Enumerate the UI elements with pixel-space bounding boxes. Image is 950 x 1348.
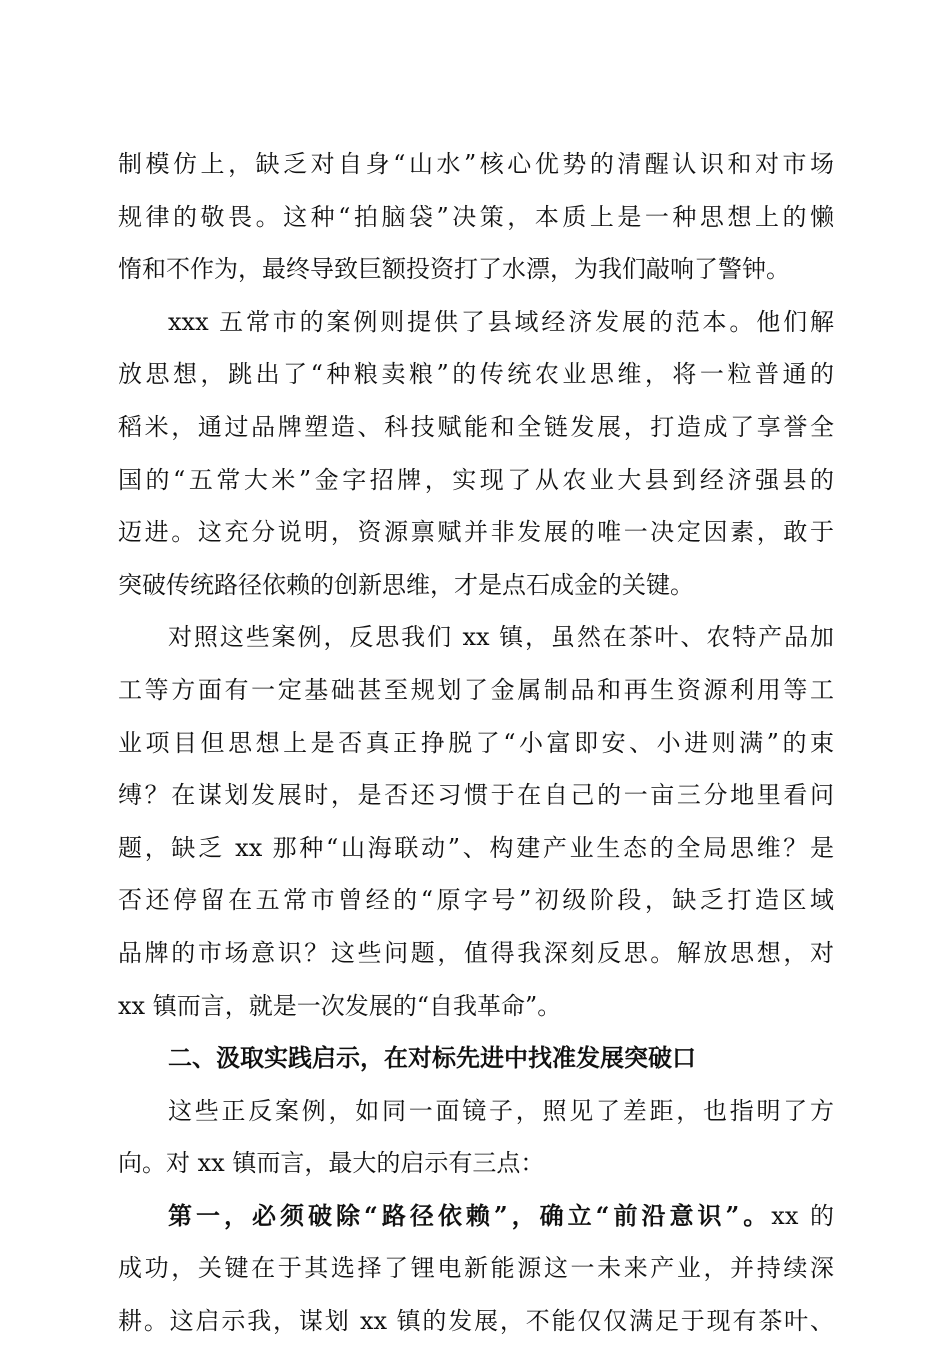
paragraph-2-line-2: 放思想，跳出了“种粮卖粮”的传统农业思维，将一粒普通的 — [118, 360, 834, 389]
paragraph-3-line-7: 品牌的市场意识？这些问题，值得我深刻反思。解放思想，对 — [118, 938, 834, 967]
paragraph-2-line-1: xxx 五常市的案例则提供了县域经济发展的范本。他们解 — [168, 307, 834, 336]
paragraph-5-line-2: 成功，关键在于其选择了锂电新能源这一未来产业，并持续深 — [118, 1254, 834, 1283]
paragraph-5-line-1-rest: xx 的 — [771, 1201, 834, 1230]
paragraph-2-line-6: 突破传统路径依赖的创新思维，才是点石成金的关键。 — [118, 570, 694, 599]
paragraph-3-line-8: xx 镇而言，就是一次发展的“自我革命”。 — [118, 991, 562, 1020]
paragraph-4-line-2: 向。对 xx 镇而言，最大的启示有三点： — [118, 1149, 545, 1178]
paragraph-1-line-3: 惰和不作为，最终导致巨额投资打了水漂，为我们敲响了警钟。 — [118, 255, 790, 284]
paragraph-3-line-3: 业项目但思想上是否真正挣脱了“小富即安、小进则满”的束 — [118, 728, 834, 757]
paragraph-1-line-2: 规律的敬畏。这种“拍脑袋”决策，本质上是一种思想上的懒 — [118, 202, 834, 231]
paragraph-2-line-3: 稻米，通过品牌塑造、科技赋能和全链发展，打造成了享誉全 — [118, 412, 834, 441]
paragraph-3-line-1: 对照这些案例，反思我们 xx 镇，虽然在茶叶、农特产品加 — [168, 623, 834, 652]
paragraph-5-line-3: 耕。这启示我，谋划 xx 镇的发展，不能仅仅满足于现有茶叶、 — [118, 1307, 834, 1336]
paragraph-1-line-1: 制模仿上，缺乏对自身“山水”核心优势的清醒认识和对市场 — [118, 150, 834, 178]
paragraph-3-line-2: 工等方面有一定基础甚至规划了金属制品和再生资源利用等工 — [118, 675, 834, 704]
section-heading: 二、汲取实践启示，在对标先进中找准发展突破口 — [168, 1044, 696, 1073]
paragraph-4-line-1: 这些正反案例，如同一面镜子，照见了差距，也指明了方 — [168, 1096, 834, 1125]
paragraph-2-line-5: 迈进。这充分说明，资源禀赋并非发展的唯一决定因素，敢于 — [118, 518, 834, 547]
paragraph-3-line-6: 否还停留在五常市曾经的“原字号”初级阶段，缺乏打造区域 — [118, 886, 834, 915]
paragraph-5-line-1 — [118, 1190, 834, 1243]
paragraph-5-lead: 第一，必须破除“路径依赖”，确立“前沿意识”。 — [168, 1200, 772, 1230]
paragraph-3-line-5: 题，缺乏 xx 那种“山海联动”、构建产业生态的全局思维？是 — [118, 833, 834, 862]
paragraph-3-line-4: 缚？在谋划发展时，是否还习惯于在自己的一亩三分地里看问 — [118, 781, 834, 810]
paragraph-2-line-4: 国的“五常大米”金字招牌，实现了从农业大县到经济强县的 — [118, 465, 834, 494]
document-body — [118, 138, 834, 1348]
